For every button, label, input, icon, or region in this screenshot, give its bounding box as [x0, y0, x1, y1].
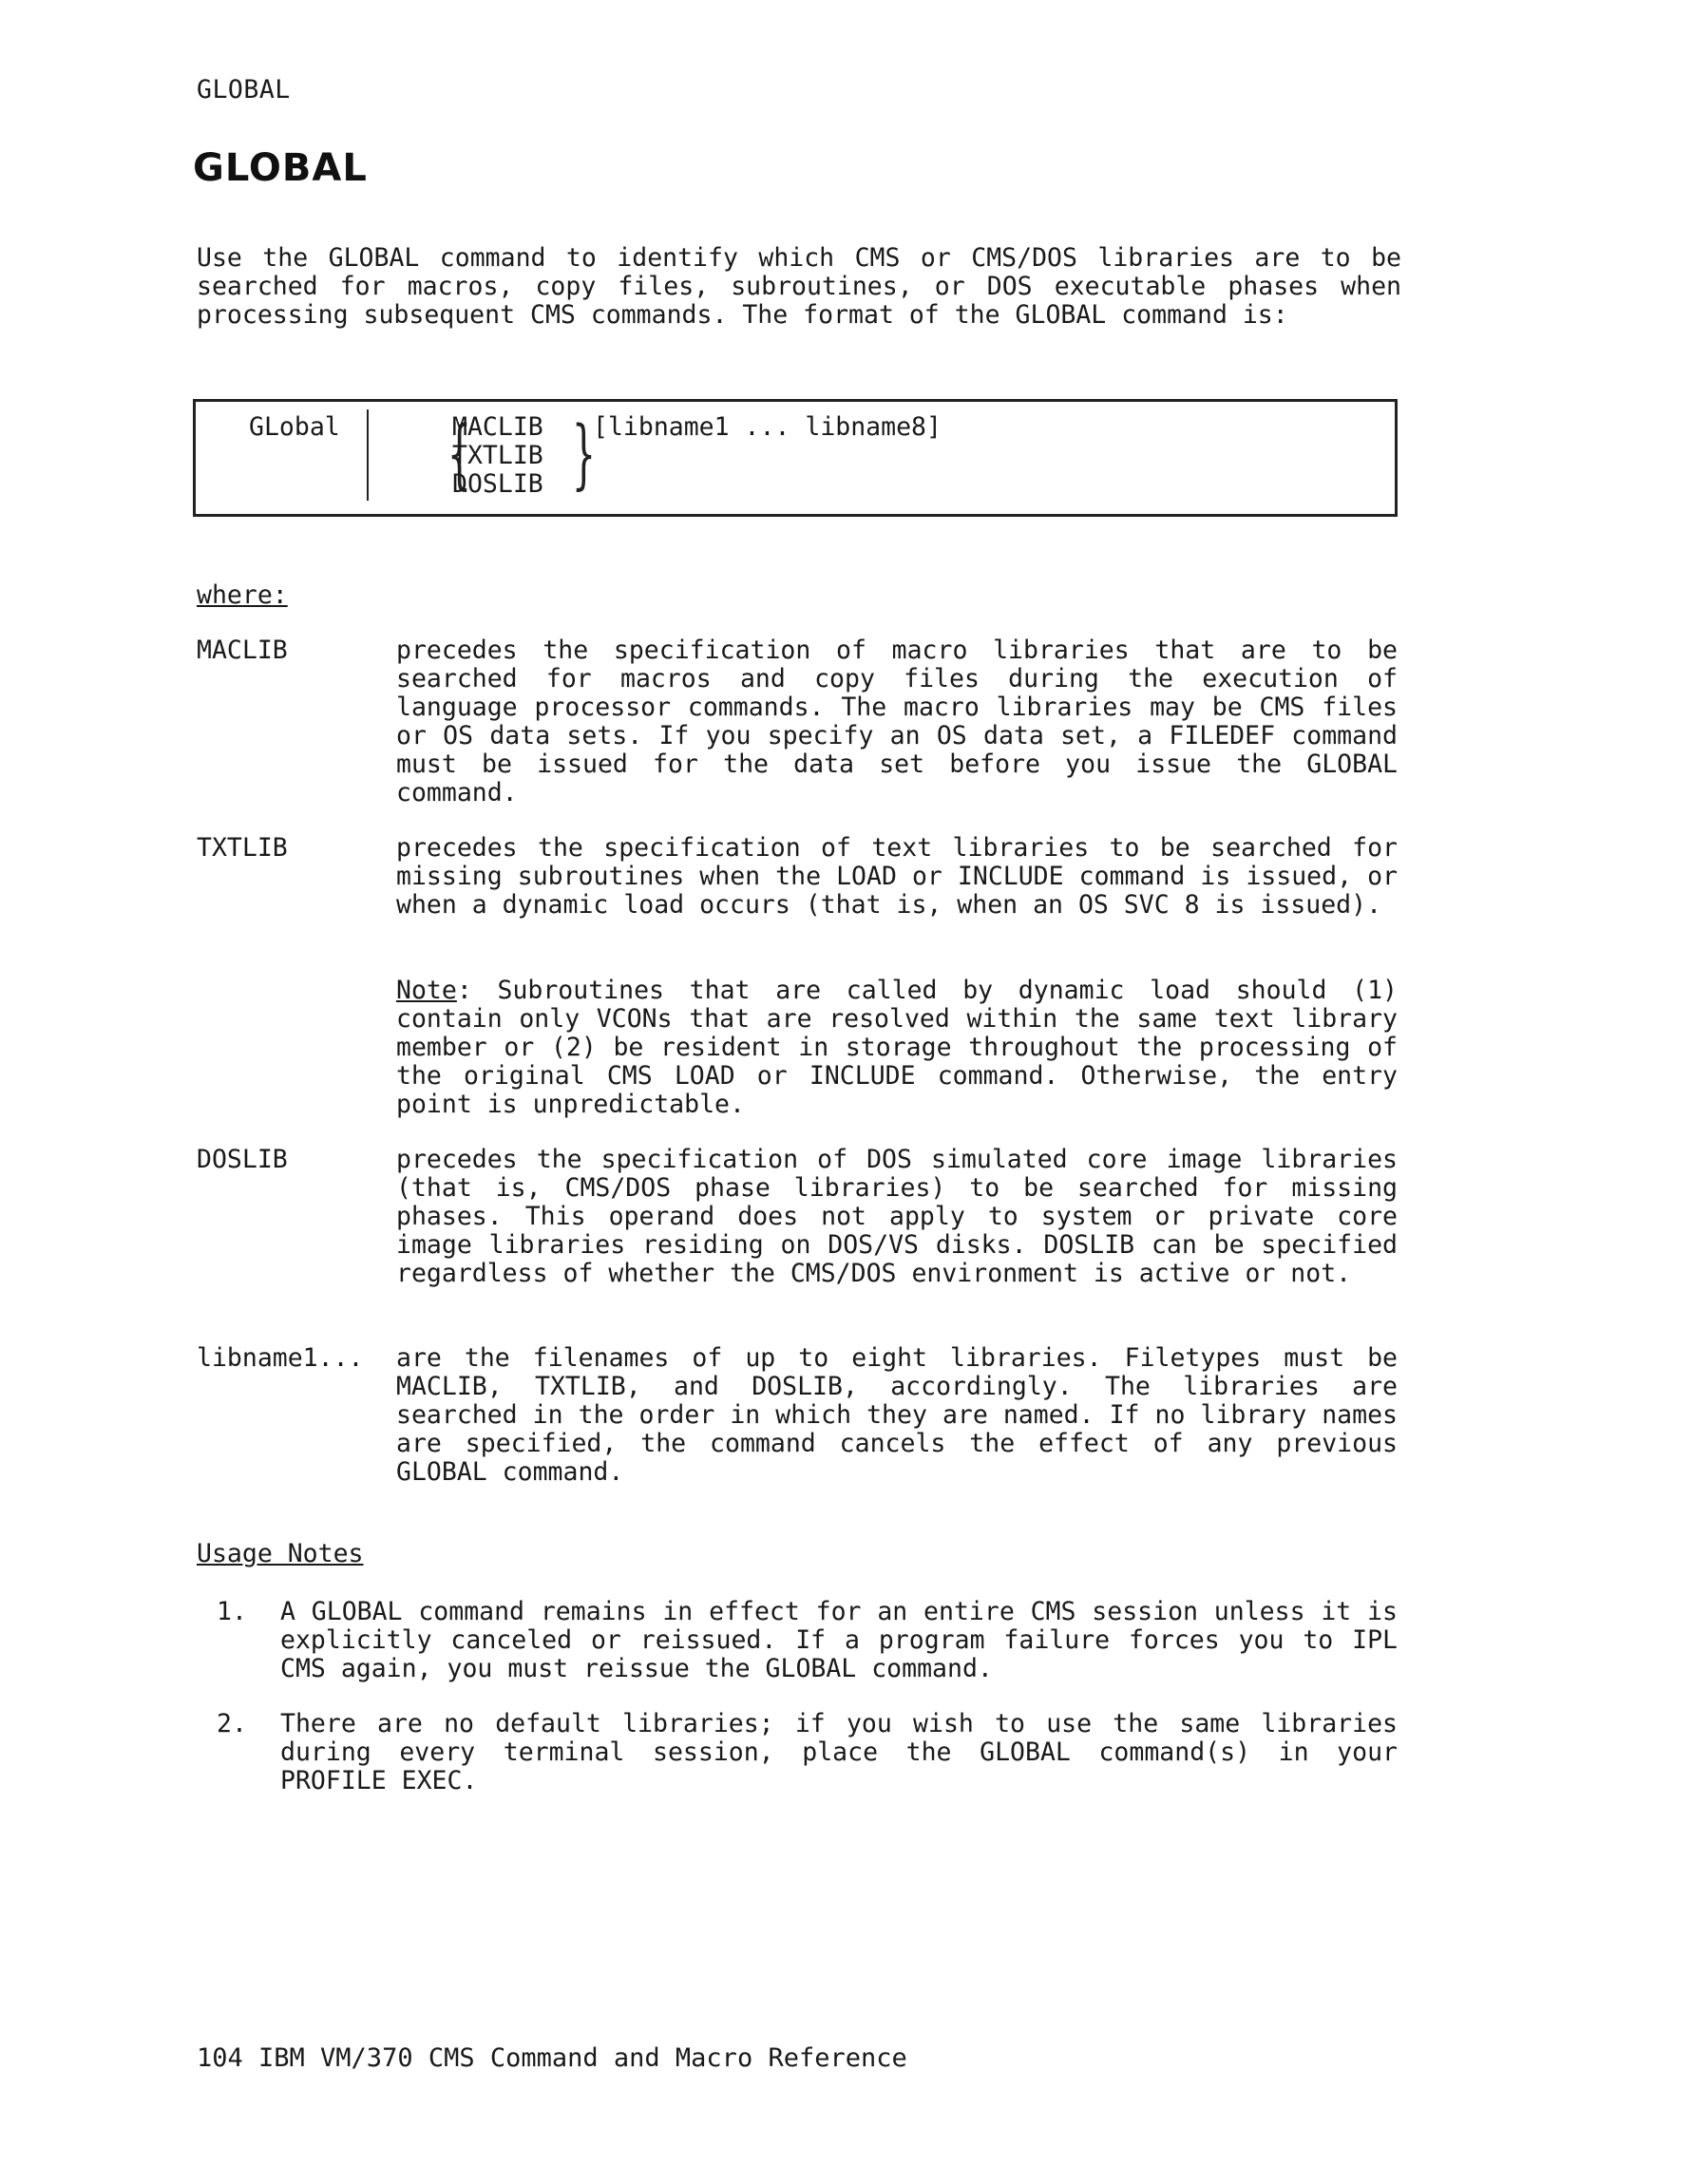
format-separator — [367, 409, 369, 501]
format-options — [452, 413, 543, 499]
format-option-txtlib: TXTLIB — [452, 441, 543, 470]
intro-paragraph: Use the GLOBAL command to identify which CMS or CMS/DOS libraries are to be searched for macros, copy files, subroutines, or DOS executable phases when processing subsequent CMS commands. The format of the GLOBAL command is: — [197, 243, 1401, 330]
txtlib-note — [396, 977, 1398, 1119]
usage-notes-heading: Usage Notes — [197, 1539, 364, 1568]
left-brace-icon: { — [447, 409, 472, 498]
operand-term-maclib: MACLIB — [197, 636, 288, 665]
right-brace-icon: } — [571, 409, 597, 498]
usage-note-text: There are no default libraries; if you wish to use the same libraries during every terminal session, place the GLOBAL command(s) in your PROFILE EXEC. — [280, 1709, 1398, 1795]
command-format-box — [193, 399, 1398, 517]
operand-term-libname: libname1... — [197, 1343, 364, 1373]
usage-note-number: 2. — [217, 1709, 247, 1738]
operand-desc-txtlib: precedes the specification of text libraries to be searched for missing subroutines when the LOAD or INCLUDE command is issued, or when a dynamic load occurs (that is, when an OS SVC 8 is issued). — [396, 833, 1398, 920]
note-text: : Subroutines that are called by dynamic load should (1) contain only VCONs that are resolved within the same text library member or (2) be resident in storage throughout the processing of the original CMS LOAD or INCLUDE command. Otherwise, the entry point is unpredictable. — [396, 976, 1398, 1119]
format-libnames: [libname1 ... libname8] — [593, 412, 942, 442]
operand-term-doslib: DOSLIB — [197, 1145, 288, 1174]
format-command: GLobal — [249, 412, 340, 442]
format-option-doslib: DOSLIB — [452, 469, 543, 499]
usage-note-number: 1. — [217, 1597, 247, 1626]
operand-desc-doslib: precedes the specification of DOS simulated core image libraries (that is, CMS/DOS phase libraries) to be searched for missing phases. This operand does not apply to system or private core image libraries residing on DOS/VS disks. DOSLIB can be specified regardless of whether the CMS/DOS environment is active or not. — [396, 1145, 1398, 1288]
operand-desc-libname: are the filenames of up to eight libraries. Filetypes must be MACLIB, TXTLIB, and DOSLIB, accordingly. The libraries are searched in the order in which they are named. If no library names are specified, the command cancels the effect of any previous GLOBAL command. — [396, 1343, 1398, 1487]
page-footer: 104 IBM VM/370 CMS Command and Macro Reference — [197, 2043, 907, 2073]
format-option-maclib: MACLIB — [452, 412, 543, 442]
where-label: where: — [197, 580, 288, 610]
note-label: Note — [396, 976, 457, 1005]
operand-term-txtlib: TXTLIB — [197, 833, 288, 863]
running-header: GLOBAL — [197, 75, 291, 104]
usage-note-text: A GLOBAL command remains in effect for an entire CMS session unless it is explicitly canceled or reissued. If a program failure forces you to IPL CMS again, you must reissue the GLOBAL command. — [280, 1597, 1398, 1683]
page-title: GLOBAL — [193, 146, 368, 190]
operand-desc-maclib: precedes the specification of macro libraries that are to be searched for macros and copy files during the execution of language processor commands. The macro libraries may be CMS files or OS data sets. If you specify an OS data set, a FILEDEF command must be issued for the data set before you issue the GLOBAL command. — [396, 636, 1398, 807]
